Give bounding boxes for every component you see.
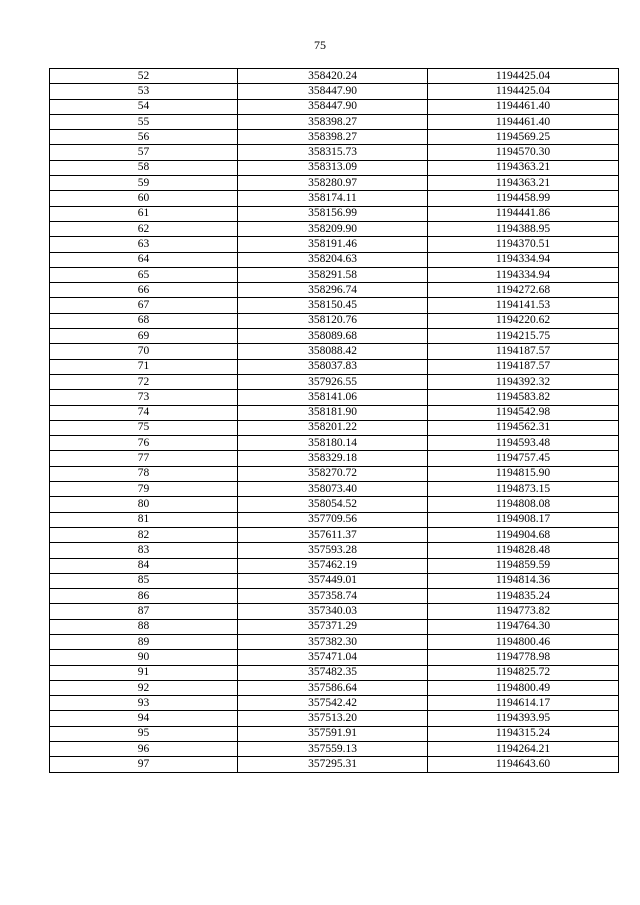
y-coordinate-cell: 1194542.98 — [428, 405, 619, 420]
y-coordinate-cell: 1194815.90 — [428, 466, 619, 481]
table-row — [50, 359, 619, 374]
table-row — [50, 420, 619, 435]
point-number-cell: 88 — [50, 619, 238, 634]
table-row — [50, 604, 619, 619]
table-row — [50, 634, 619, 649]
point-number-cell: 95 — [50, 726, 238, 741]
y-coordinate-cell: 1194315.24 — [428, 726, 619, 741]
x-coordinate-cell: 357593.28 — [238, 543, 428, 558]
x-coordinate-cell: 357513.20 — [238, 711, 428, 726]
point-number-cell: 93 — [50, 696, 238, 711]
x-coordinate-cell: 357926.55 — [238, 374, 428, 389]
x-coordinate-cell: 358398.27 — [238, 114, 428, 129]
point-number-cell: 76 — [50, 436, 238, 451]
y-coordinate-cell: 1194458.99 — [428, 191, 619, 206]
x-coordinate-cell: 358420.24 — [238, 69, 428, 84]
y-coordinate-cell: 1194904.68 — [428, 527, 619, 542]
y-coordinate-cell: 1194441.86 — [428, 206, 619, 221]
table-row — [50, 757, 619, 772]
table-row — [50, 191, 619, 206]
x-coordinate-cell: 357471.04 — [238, 650, 428, 665]
y-coordinate-cell: 1194570.30 — [428, 145, 619, 160]
table-row — [50, 711, 619, 726]
y-coordinate-cell: 1194264.21 — [428, 742, 619, 757]
point-number-cell: 66 — [50, 283, 238, 298]
x-coordinate-cell: 358447.90 — [238, 99, 428, 114]
table-row — [50, 130, 619, 145]
table-row — [50, 497, 619, 512]
table-row — [50, 145, 619, 160]
point-number-cell: 85 — [50, 573, 238, 588]
table-row — [50, 267, 619, 282]
table-row — [50, 589, 619, 604]
table-row — [50, 99, 619, 114]
y-coordinate-cell: 1194835.24 — [428, 589, 619, 604]
x-coordinate-cell: 358156.99 — [238, 206, 428, 221]
point-number-cell: 82 — [50, 527, 238, 542]
point-number-cell: 83 — [50, 543, 238, 558]
y-coordinate-cell: 1194562.31 — [428, 420, 619, 435]
y-coordinate-cell: 1194220.62 — [428, 313, 619, 328]
point-number-cell: 78 — [50, 466, 238, 481]
y-coordinate-cell: 1194187.57 — [428, 344, 619, 359]
x-coordinate-cell: 358329.18 — [238, 451, 428, 466]
x-coordinate-cell: 357591.91 — [238, 726, 428, 741]
y-coordinate-cell: 1194643.60 — [428, 757, 619, 772]
point-number-cell: 81 — [50, 512, 238, 527]
table-row — [50, 543, 619, 558]
y-coordinate-cell: 1194814.36 — [428, 573, 619, 588]
y-coordinate-cell: 1194370.51 — [428, 237, 619, 252]
x-coordinate-cell: 357482.35 — [238, 665, 428, 680]
point-number-cell: 89 — [50, 634, 238, 649]
point-number-cell: 53 — [50, 84, 238, 99]
table-row — [50, 573, 619, 588]
y-coordinate-cell: 1194825.72 — [428, 665, 619, 680]
table-row — [50, 237, 619, 252]
table-row — [50, 619, 619, 634]
table-row — [50, 405, 619, 420]
x-coordinate-cell: 358174.11 — [238, 191, 428, 206]
point-number-cell: 74 — [50, 405, 238, 420]
table-row — [50, 69, 619, 84]
table-row — [50, 176, 619, 191]
table-row — [50, 451, 619, 466]
y-coordinate-cell: 1194859.59 — [428, 558, 619, 573]
y-coordinate-cell: 1194392.32 — [428, 374, 619, 389]
y-coordinate-cell: 1194800.46 — [428, 634, 619, 649]
point-number-cell: 91 — [50, 665, 238, 680]
table-row — [50, 84, 619, 99]
y-coordinate-cell: 1194363.21 — [428, 176, 619, 191]
point-number-cell: 57 — [50, 145, 238, 160]
point-number-cell: 80 — [50, 497, 238, 512]
table-row — [50, 696, 619, 711]
table-row — [50, 313, 619, 328]
point-number-cell: 60 — [50, 191, 238, 206]
table-row — [50, 283, 619, 298]
point-number-cell: 92 — [50, 680, 238, 695]
x-coordinate-cell: 358037.83 — [238, 359, 428, 374]
y-coordinate-cell: 1194764.30 — [428, 619, 619, 634]
point-number-cell: 79 — [50, 482, 238, 497]
table-row — [50, 742, 619, 757]
x-coordinate-cell: 358313.09 — [238, 160, 428, 175]
table-row — [50, 344, 619, 359]
coordinates-table-body — [50, 69, 619, 773]
table-row — [50, 160, 619, 175]
table-row — [50, 466, 619, 481]
y-coordinate-cell: 1194215.75 — [428, 329, 619, 344]
table-row — [50, 680, 619, 695]
x-coordinate-cell: 358398.27 — [238, 130, 428, 145]
table-row — [50, 512, 619, 527]
y-coordinate-cell: 1194461.40 — [428, 114, 619, 129]
point-number-cell: 54 — [50, 99, 238, 114]
y-coordinate-cell: 1194593.48 — [428, 436, 619, 451]
x-coordinate-cell: 358270.72 — [238, 466, 428, 481]
point-number-cell: 55 — [50, 114, 238, 129]
table-row — [50, 252, 619, 267]
point-number-cell: 73 — [50, 390, 238, 405]
table-row — [50, 329, 619, 344]
table-row — [50, 374, 619, 389]
point-number-cell: 75 — [50, 420, 238, 435]
y-coordinate-cell: 1194908.17 — [428, 512, 619, 527]
x-coordinate-cell: 358209.90 — [238, 221, 428, 236]
x-coordinate-cell: 358280.97 — [238, 176, 428, 191]
y-coordinate-cell: 1194363.21 — [428, 160, 619, 175]
table-row — [50, 482, 619, 497]
y-coordinate-cell: 1194800.49 — [428, 680, 619, 695]
x-coordinate-cell: 357542.42 — [238, 696, 428, 711]
table-row — [50, 221, 619, 236]
x-coordinate-cell: 358447.90 — [238, 84, 428, 99]
y-coordinate-cell: 1194425.04 — [428, 84, 619, 99]
point-number-cell: 77 — [50, 451, 238, 466]
table-row — [50, 436, 619, 451]
table-row — [50, 390, 619, 405]
x-coordinate-cell: 358181.90 — [238, 405, 428, 420]
y-coordinate-cell: 1194614.17 — [428, 696, 619, 711]
x-coordinate-cell: 358150.45 — [238, 298, 428, 313]
x-coordinate-cell: 357382.30 — [238, 634, 428, 649]
point-number-cell: 70 — [50, 344, 238, 359]
y-coordinate-cell: 1194828.48 — [428, 543, 619, 558]
point-number-cell: 97 — [50, 757, 238, 772]
y-coordinate-cell: 1194808.08 — [428, 497, 619, 512]
x-coordinate-cell: 358296.74 — [238, 283, 428, 298]
table-row — [50, 726, 619, 741]
y-coordinate-cell: 1194757.45 — [428, 451, 619, 466]
point-number-cell: 87 — [50, 604, 238, 619]
point-number-cell: 72 — [50, 374, 238, 389]
page-number: 75 — [314, 38, 326, 52]
x-coordinate-cell: 357358.74 — [238, 589, 428, 604]
y-coordinate-cell: 1194569.25 — [428, 130, 619, 145]
table-row — [50, 650, 619, 665]
x-coordinate-cell: 358180.14 — [238, 436, 428, 451]
x-coordinate-cell: 357295.31 — [238, 757, 428, 772]
y-coordinate-cell: 1194141.53 — [428, 298, 619, 313]
x-coordinate-cell: 357611.37 — [238, 527, 428, 542]
y-coordinate-cell: 1194425.04 — [428, 69, 619, 84]
point-number-cell: 58 — [50, 160, 238, 175]
x-coordinate-cell: 357449.01 — [238, 573, 428, 588]
x-coordinate-cell: 358073.40 — [238, 482, 428, 497]
point-number-cell: 64 — [50, 252, 238, 267]
x-coordinate-cell: 358088.42 — [238, 344, 428, 359]
point-number-cell: 68 — [50, 313, 238, 328]
table-row — [50, 206, 619, 221]
x-coordinate-cell: 357340.03 — [238, 604, 428, 619]
point-number-cell: 71 — [50, 359, 238, 374]
y-coordinate-cell: 1194773.82 — [428, 604, 619, 619]
y-coordinate-cell: 1194334.94 — [428, 252, 619, 267]
point-number-cell: 90 — [50, 650, 238, 665]
x-coordinate-cell: 357462.19 — [238, 558, 428, 573]
point-number-cell: 61 — [50, 206, 238, 221]
y-coordinate-cell: 1194873.15 — [428, 482, 619, 497]
coordinates-table — [49, 68, 619, 773]
x-coordinate-cell: 357586.64 — [238, 680, 428, 695]
table-row — [50, 298, 619, 313]
point-number-cell: 52 — [50, 69, 238, 84]
y-coordinate-cell: 1194461.40 — [428, 99, 619, 114]
x-coordinate-cell: 358291.58 — [238, 267, 428, 282]
x-coordinate-cell: 358089.68 — [238, 329, 428, 344]
point-number-cell: 63 — [50, 237, 238, 252]
point-number-cell: 67 — [50, 298, 238, 313]
x-coordinate-cell: 358204.63 — [238, 252, 428, 267]
x-coordinate-cell: 358054.52 — [238, 497, 428, 512]
table-row — [50, 114, 619, 129]
x-coordinate-cell: 357559.13 — [238, 742, 428, 757]
x-coordinate-cell: 358315.73 — [238, 145, 428, 160]
table-row — [50, 558, 619, 573]
y-coordinate-cell: 1194272.68 — [428, 283, 619, 298]
y-coordinate-cell: 1194778.98 — [428, 650, 619, 665]
table-row — [50, 527, 619, 542]
y-coordinate-cell: 1194583.82 — [428, 390, 619, 405]
point-number-cell: 56 — [50, 130, 238, 145]
y-coordinate-cell: 1194388.95 — [428, 221, 619, 236]
point-number-cell: 62 — [50, 221, 238, 236]
y-coordinate-cell: 1194393.95 — [428, 711, 619, 726]
point-number-cell: 65 — [50, 267, 238, 282]
y-coordinate-cell: 1194187.57 — [428, 359, 619, 374]
y-coordinate-cell: 1194334.94 — [428, 267, 619, 282]
x-coordinate-cell: 358201.22 — [238, 420, 428, 435]
x-coordinate-cell: 358120.76 — [238, 313, 428, 328]
point-number-cell: 69 — [50, 329, 238, 344]
x-coordinate-cell: 358191.46 — [238, 237, 428, 252]
x-coordinate-cell: 357371.29 — [238, 619, 428, 634]
point-number-cell: 59 — [50, 176, 238, 191]
point-number-cell: 96 — [50, 742, 238, 757]
table-row — [50, 665, 619, 680]
x-coordinate-cell: 358141.06 — [238, 390, 428, 405]
point-number-cell: 86 — [50, 589, 238, 604]
x-coordinate-cell: 357709.56 — [238, 512, 428, 527]
point-number-cell: 84 — [50, 558, 238, 573]
point-number-cell: 94 — [50, 711, 238, 726]
